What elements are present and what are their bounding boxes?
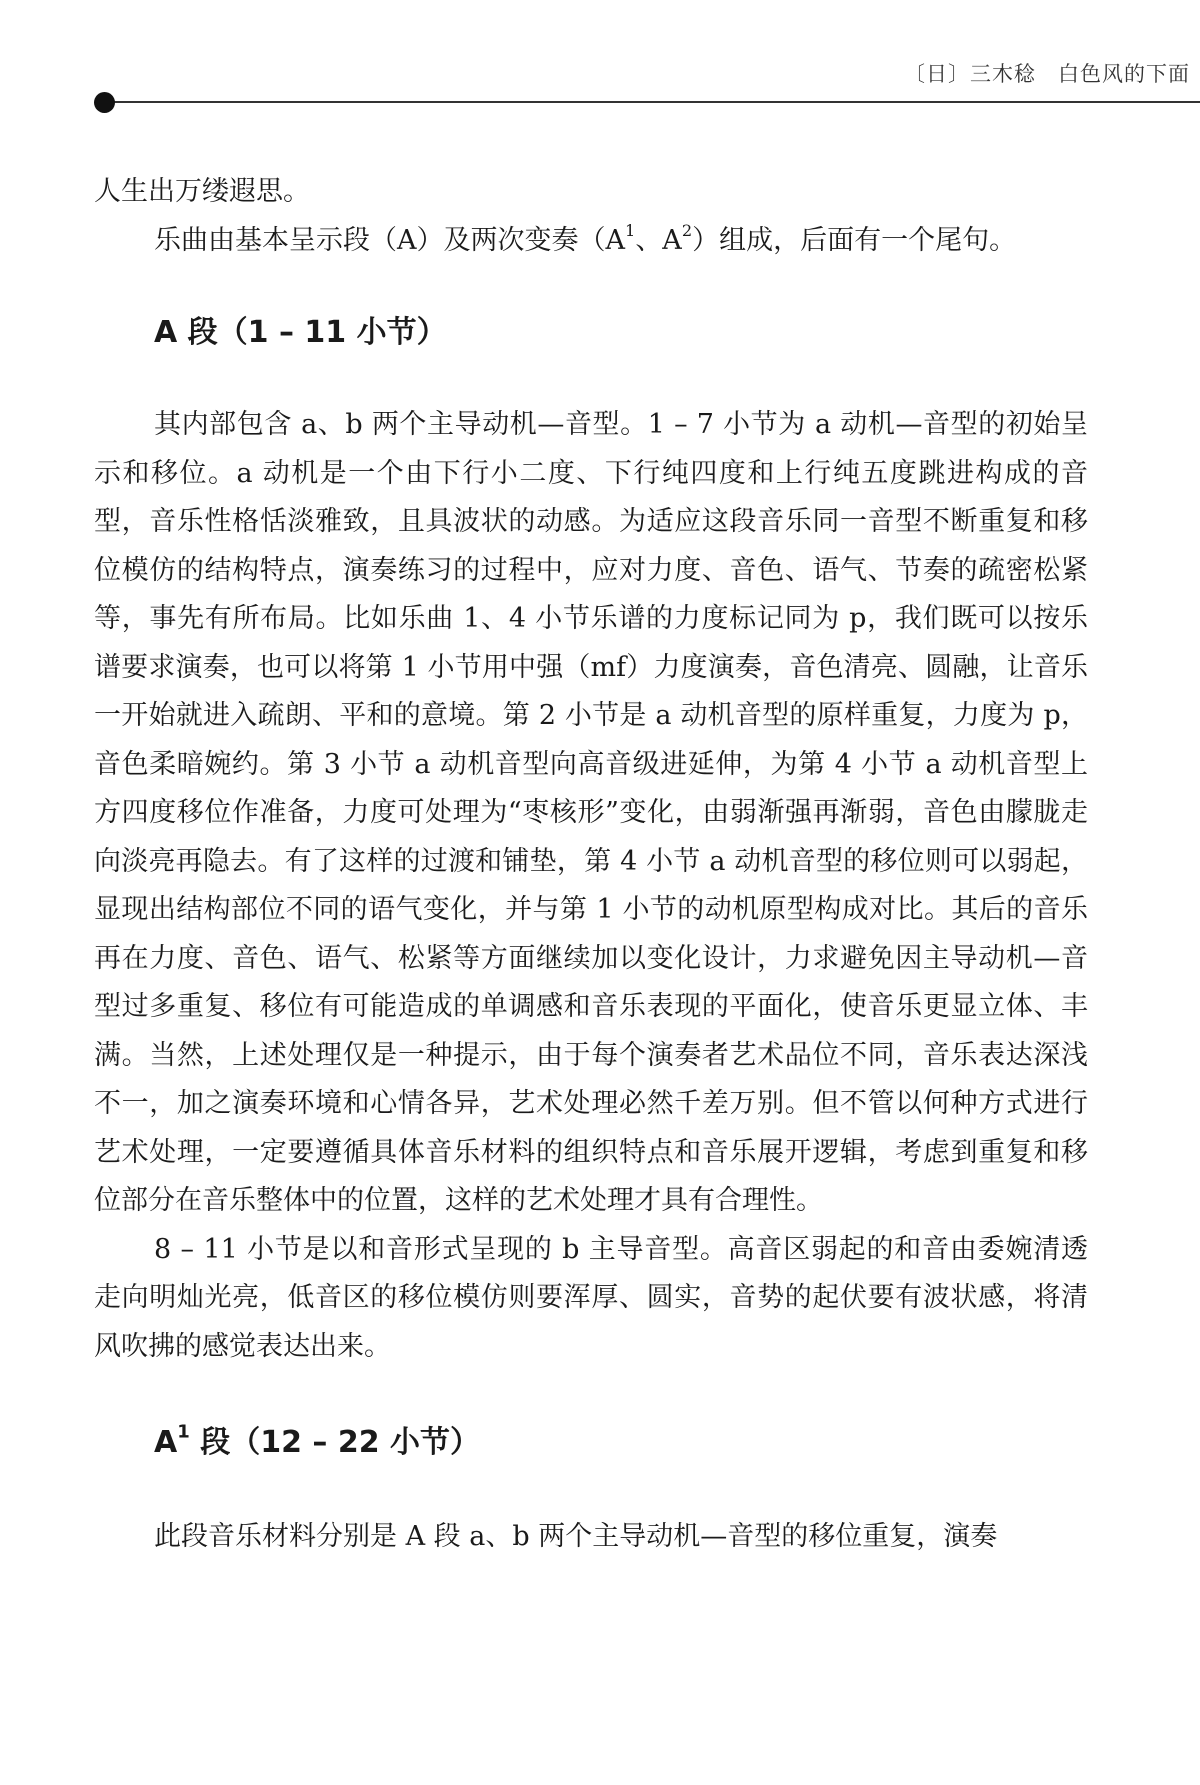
paragraph-continued: 人生出万缕遐思。 bbox=[94, 176, 310, 207]
p2-superscript-2: 2 bbox=[681, 220, 693, 240]
header-rule bbox=[102, 101, 1200, 103]
paragraph-a-motive: 其内部包含 a、b 两个主导动机—音型。1 – 7 小节为 a 动机—音型的初始呈示和移位。a 动机是一个由下行小二度、下行纯四度和上行纯五度跳进构成的音型，音乐性格恬淡雅致，且具波状的动感。为适应这段音乐同一音型不断重复和移位模仿的结构特点，演奏练习的过程中，应对力度、音色、语气、节奏的疏密松紧等，事先有所布局。比如乐曲 1、4 小节乐谱的力度标记同为 p，我们既可以按乐谱要求演奏，也可以将第 1 小节用中强（mf）力度演奏，音色清亮、圆融，让音乐一开始就进入疏朗、平和的意境。第 2 小节是 a 动机音型的原样重复，力度为 p，音色柔暗婉约。第 3 小节 a 动机音型向高音级进延伸，为第 4 小节 a 动机音型上方四度移位作准备，力度可处理为“枣核形”变化，由弱渐强再渐弱，音色由朦胧走向淡亮再隐去。有了这样的过渡和铺垫，第 4 小节 a 动机音型的移位则可以弱起，显现出结构部位不同的语气变化，并与第 1 小节的动机原型构成对比。其后的音乐再在力度、音色、语气、松紧等方面继续加以变化设计，力求避免因主导动机—音型过多重复、移位有可能造成的单调感和音乐表现的平面化，使音乐更显立体、丰满。当然，上述处理仅是一种提示，由于每个演奏者艺术品位不同，音乐表达深浅不一，加之演奏环境和心情各异，艺术处理必然千差万别。但不管以何种方式进行艺术处理，一定要遵循具体音乐材料的组织特点和音乐展开逻辑，考虑到重复和移位部分在音乐整体中的位置，这样的艺术处理才具有合理性。 bbox=[94, 409, 1088, 1216]
heading-a1-superscript: 1 bbox=[177, 1421, 190, 1443]
p2-text-post: ）组成，后面有一个尾句。 bbox=[692, 224, 1017, 256]
p2-superscript-1: 1 bbox=[625, 220, 636, 240]
section-heading-a: A 段（1 – 11 小节） bbox=[154, 315, 447, 350]
header-author: 〔日〕三木稔 bbox=[904, 62, 1036, 86]
page-body bbox=[94, 168, 1088, 1562]
p2-text-mid: 、A bbox=[635, 224, 682, 256]
page-header bbox=[0, 0, 1200, 120]
heading-a1-text: 段（12 – 22 小节） bbox=[189, 1425, 481, 1460]
section-heading-a1 bbox=[94, 1423, 1088, 1463]
paragraph-a1-section: 此段音乐材料分别是 A 段 a、b 两个主导动机—音型的移位重复，演奏 bbox=[154, 1521, 998, 1552]
running-header bbox=[904, 58, 1190, 88]
heading-a1-letter: A bbox=[154, 1425, 178, 1460]
header-bullet-dot bbox=[94, 92, 115, 113]
paragraph-structure bbox=[94, 217, 1088, 266]
p2-text-pre: 乐曲由基本呈示段（A）及两次变奏（A bbox=[154, 224, 625, 256]
header-book-title: 白色风的下面 bbox=[1058, 62, 1190, 86]
paragraph-b-motive: 8 – 11 小节是以和音形式呈现的 b 主导音型。高音区弱起的和音由委婉清透走向明灿光亮，低音区的移位模仿则要浑厚、圆实，音势的起伏要有波状感，将清风吹拂的感觉表达出来。 bbox=[94, 1233, 1088, 1362]
